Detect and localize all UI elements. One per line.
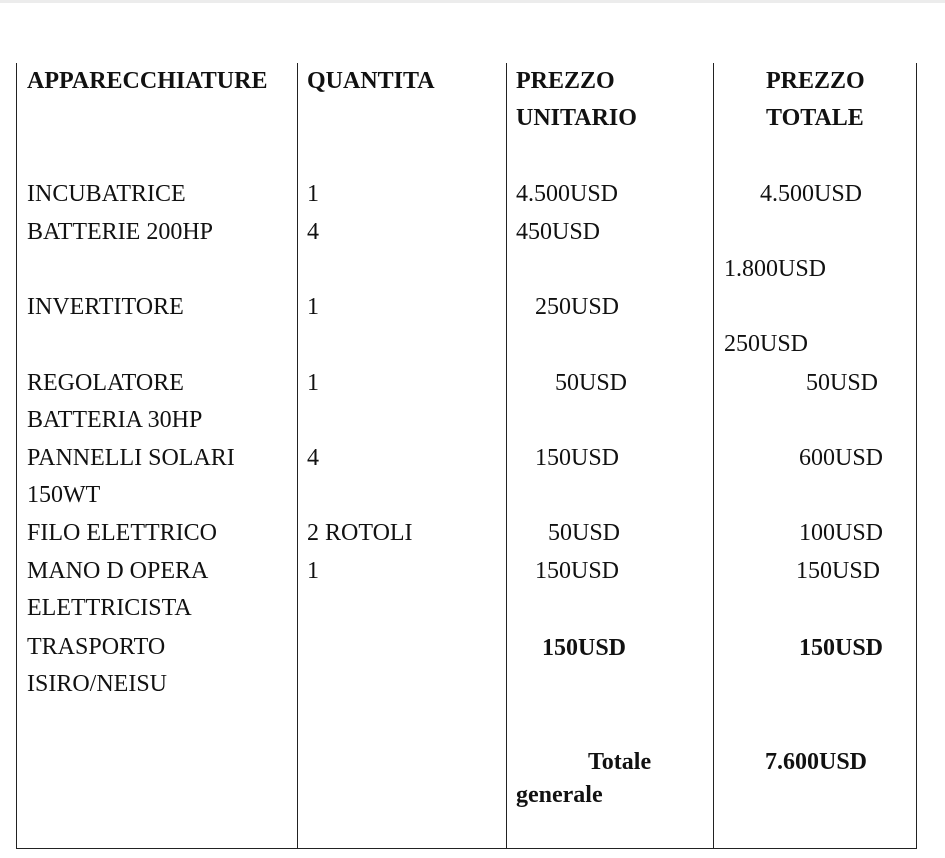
row-item: FILO ELETTRICO (27, 520, 217, 546)
table-border-right (916, 63, 917, 849)
row-item: INVERTITORE (27, 294, 184, 320)
header-total-price-line1: PREZZO (766, 68, 865, 94)
row-total-price: 600USD (799, 445, 884, 471)
column-divider-3 (713, 63, 714, 849)
row-item: BATTERIE 200HP (27, 219, 213, 245)
row-quantity: 4 (307, 445, 319, 471)
row-total-price: 150USD (796, 558, 881, 584)
row-unit-price: 150USD (542, 635, 627, 661)
column-divider-2 (506, 63, 507, 849)
header-equipment: APPARECCHIATURE (27, 68, 268, 94)
row-unit-price: 4.500USD (516, 181, 619, 207)
row-total-price: 4.500USD (760, 181, 863, 207)
grand-total-label-line1: Totale (588, 749, 652, 775)
row-unit-price: 50USD (548, 520, 621, 546)
row-item-line2: BATTERIA 30HP (27, 407, 203, 433)
row-unit-price: 150USD (535, 445, 620, 471)
row-item-line1: PANNELLI SOLARI (27, 445, 235, 471)
row-quantity: 1 (307, 370, 319, 396)
page-top-border (0, 0, 945, 3)
row-item: INCUBATRICE (27, 181, 186, 207)
header-unit-price-line1: PREZZO (516, 68, 615, 94)
row-total-price: 250USD (724, 331, 809, 357)
table-border-bottom (16, 848, 917, 849)
row-unit-price: 250USD (535, 294, 620, 320)
row-item-line2: ELETTRICISTA (27, 595, 192, 621)
row-quantity: 1 (307, 181, 319, 207)
row-total-price: 50USD (806, 370, 879, 396)
grand-total-value: 7.600USD (765, 749, 868, 775)
row-quantity: 2 ROTOLI (307, 520, 413, 546)
row-quantity: 1 (307, 558, 319, 584)
row-quantity: 1 (307, 294, 319, 320)
row-item-line1: TRASPORTO (27, 634, 166, 660)
table-border-left (16, 63, 17, 849)
row-item-line2: 150WT (27, 482, 101, 508)
row-item-line1: MANO D OPERA (27, 558, 209, 584)
row-total-price: 150USD (799, 635, 884, 661)
row-unit-price: 150USD (535, 558, 620, 584)
row-quantity: 4 (307, 219, 319, 245)
row-total-price: 1.800USD (724, 256, 827, 282)
header-total-price-line2: TOTALE (766, 105, 864, 131)
header-unit-price-line2: UNITARIO (516, 105, 637, 131)
header-quantity: QUANTITA (307, 68, 435, 94)
row-item-line1: REGOLATORE (27, 370, 184, 396)
row-item-line2: ISIRO/NEISU (27, 671, 168, 697)
row-unit-price: 450USD (516, 219, 601, 245)
column-divider-1 (297, 63, 298, 849)
row-unit-price: 50USD (555, 370, 628, 396)
grand-total-label-line2: generale (516, 782, 603, 808)
row-total-price: 100USD (799, 520, 884, 546)
